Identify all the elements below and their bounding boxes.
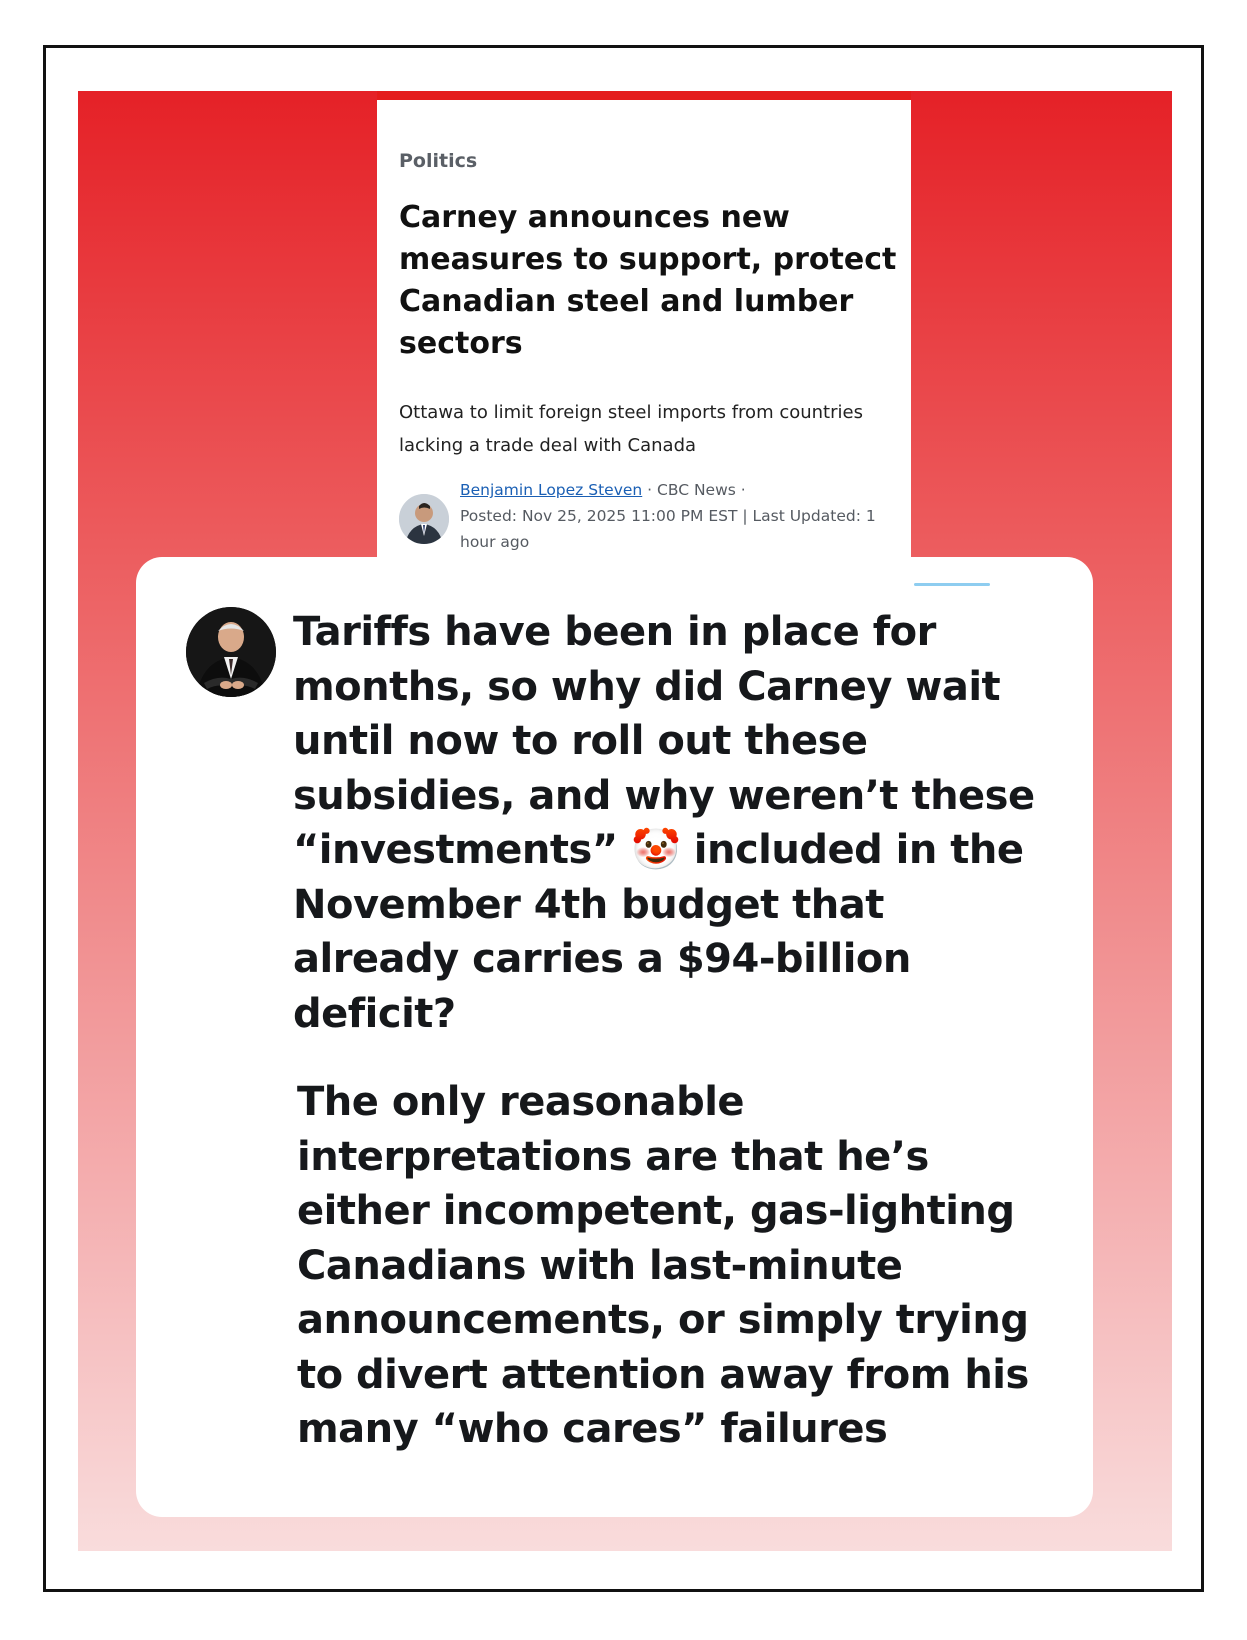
source-name: · CBC News · — [642, 481, 746, 499]
author-photo-icon — [399, 494, 449, 544]
tweet-text-paragraph-2: The only reasonable interpretations are that he’s either incompetent, gas-lighting Canadians with last-minute announcements, or simply trying to divert attention away from his many “who cares” failures — [297, 1079, 1029, 1452]
article-byline — [460, 477, 900, 555]
author-name-link[interactable]: Benjamin Lopez Steven — [460, 481, 643, 499]
tweet-text-paragraph-1: Tariffs have been in place for months, so why did Carney wait until now to roll out these subsidies, and why weren’t these “investments” 🤡 included in the November 4th budget that already carries a $94-billion deficit? — [293, 609, 1035, 1037]
article-headline: Carney announces new measures to support, protect Canadian steel and lumber sectors — [399, 200, 897, 361]
tweet-card — [136, 557, 1093, 1517]
profile-photo-icon — [186, 607, 276, 697]
post-timestamp: Posted: Nov 25, 2025 11:00 PM EST | Last Updated: 1 hour ago — [460, 507, 876, 551]
news-article-card — [377, 91, 911, 571]
author-avatar — [399, 494, 449, 544]
section-label[interactable]: Politics — [399, 150, 478, 172]
card-accent-line — [914, 583, 990, 586]
tweet-avatar[interactable] — [186, 607, 276, 697]
article-subheadline: Ottawa to limit foreign steel imports from countries lacking a trade deal with Canada — [399, 402, 863, 456]
